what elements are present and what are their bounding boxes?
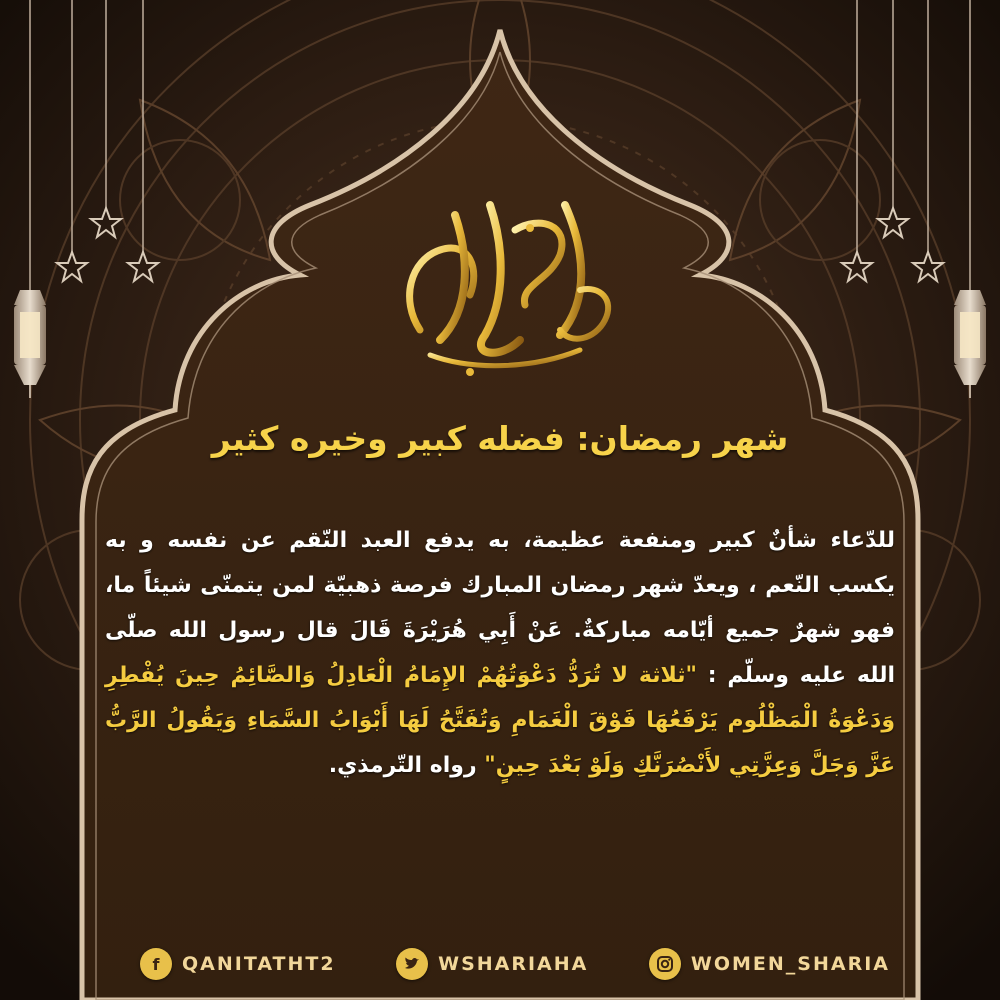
social-links xyxy=(140,944,890,984)
page-title: شهر رمضان: فضله كبير وخيره كثير xyxy=(211,419,789,458)
svg-text:f: f xyxy=(152,955,160,974)
hadith-text: "ثلاثة لا تُرَدُّ دَعْوَتُهُمْ الإِمَامُ الْعَادِلُ وَالصَّائِمُ حِينَ يُفْطِرِ وَدَعْوَةُ الْمَظْلُوم يَرْفَعُهَا فَوْقَ الْغَمَامِ وَتُفَتَّحُ لَهَا أَبْوَابُ السَّمَاءِ وَيَقُولُ الرَّبُّ عَزَّ وَجَلَّ وَعِزَّتِي لأَنْصُرَنَّكِ وَلَوْ بَعْدَ حِينٍ" xyxy=(105,663,895,778)
twitter-handle: WSHARIAHA xyxy=(438,953,589,975)
facebook-handle: QANITATHT2 xyxy=(182,953,336,975)
facebook-icon xyxy=(140,948,172,980)
source-text: رواه التّرمذي. xyxy=(328,753,485,778)
social-facebook[interactable] xyxy=(140,948,336,980)
article-body xyxy=(105,518,895,788)
heading-container xyxy=(110,415,890,463)
instagram-handle: WOMEN_SHARIA xyxy=(690,953,890,975)
intro-text: للدّعاء شأنٌ كبير ومنفعة عظيمة، به يدفع العبد النّقم عن نفسه و به يكسب النّعم ، ويعدّ شهر رمضان المبارك فرصة ذهبيّة لمن يتمنّى شيئاً ما، فهو شهرٌ جميع أيّامه مباركةٌ. عَنْ أَبِي هُرَيْرَةَ قَالَ قال رسول الله صلّى الله عليه وسلّم : xyxy=(105,528,895,688)
instagram-icon xyxy=(649,948,681,980)
twitter-icon xyxy=(396,948,428,980)
social-twitter[interactable] xyxy=(396,948,588,980)
social-instagram[interactable] xyxy=(649,948,890,980)
